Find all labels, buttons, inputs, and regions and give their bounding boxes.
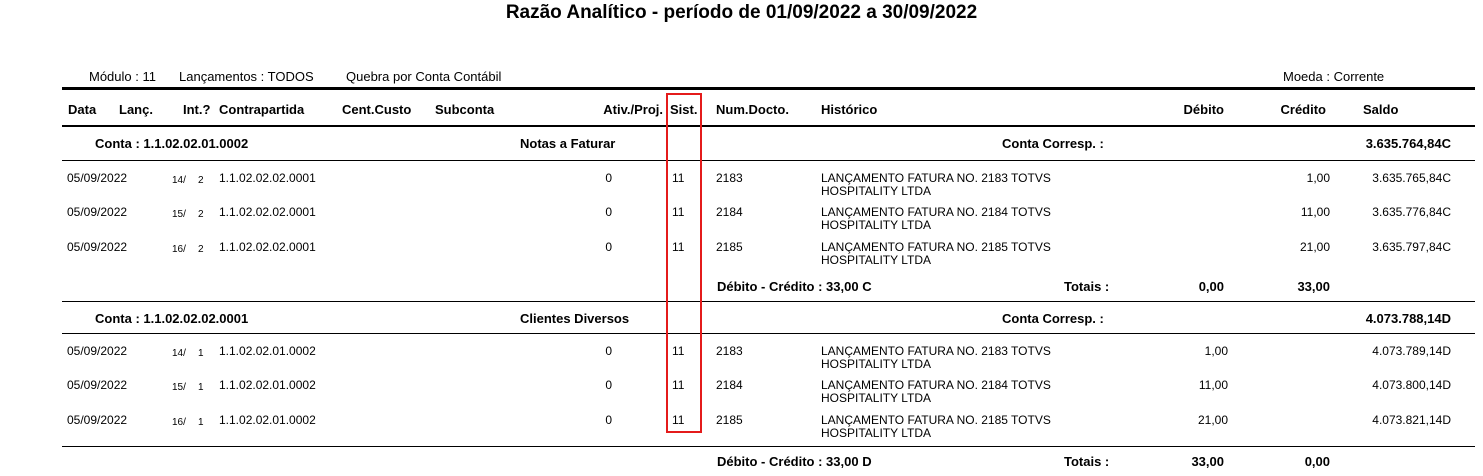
row-credito: 1,00	[1306, 171, 1330, 185]
quebra-label: Quebra por Conta Contábil	[346, 69, 502, 84]
header-bottom-rule	[62, 125, 1475, 127]
col-ativproj: Ativ./Proj.	[603, 102, 663, 117]
account-section-header	[0, 136, 1483, 158]
account-corresp-label: Conta Corresp. :	[1002, 311, 1104, 326]
row-saldo: 3.635.776,84C	[1372, 205, 1451, 219]
section-rule	[62, 301, 1475, 302]
row-contrapartida: 1.1.02.02.01.0002	[219, 413, 316, 427]
col-data: Data	[68, 102, 97, 117]
row-saldo: 4.073.821,14D	[1372, 413, 1451, 427]
row-hist-line2: HOSPITALITY LTDA	[821, 426, 932, 440]
row-ativ: 0	[605, 413, 612, 427]
header-top-rule	[62, 87, 1475, 90]
totals-diff: Débito - Crédito : 33,00 D	[717, 454, 872, 469]
row-sist: 11	[672, 171, 685, 185]
row-int: 2	[198, 244, 204, 255]
row-doc: 2183	[716, 171, 743, 185]
col-saldo: Saldo	[1363, 102, 1399, 117]
row-debito: 11,00	[1198, 378, 1228, 392]
sist-column-highlight	[666, 93, 702, 433]
col-sist: Sist.	[670, 102, 698, 117]
row-int: 2	[198, 209, 204, 220]
row-hist-line1: LANÇAMENTO FATURA NO. 2185 TOTVS	[821, 240, 1051, 254]
row-int: 1	[198, 417, 204, 428]
row-doc: 2183	[716, 344, 743, 358]
col-subconta: Subconta	[435, 102, 495, 117]
row-ativ: 0	[605, 171, 612, 185]
row-doc: 2184	[716, 205, 743, 219]
account-initial-balance: 3.635.764,84C	[1365, 136, 1451, 151]
row-int: 2	[198, 175, 204, 186]
col-credito: Crédito	[1280, 102, 1326, 117]
row-lanc: 15/	[172, 209, 186, 220]
row-hist-line2: HOSPITALITY LTDA	[821, 253, 932, 267]
totals-diff: Débito - Crédito : 33,00 C	[717, 279, 872, 294]
row-debito: 1,00	[1204, 344, 1228, 358]
row-lanc: 16/	[172, 417, 186, 428]
row-saldo: 4.073.789,14D	[1372, 344, 1451, 358]
totals-debito: 33,00	[1191, 454, 1224, 469]
row-date: 05/09/2022	[67, 240, 128, 254]
row-doc: 2185	[716, 240, 743, 254]
row-hist-line1: LANÇAMENTO FATURA NO. 2184 TOTVS	[821, 378, 1051, 392]
table-row	[0, 240, 1483, 274]
row-hist-line2: HOSPITALITY LTDA	[821, 357, 932, 371]
row-credito: 11,00	[1300, 205, 1330, 219]
row-contrapartida: 1.1.02.02.01.0002	[219, 378, 316, 392]
row-hist-line2: HOSPITALITY LTDA	[821, 184, 932, 198]
col-int: Int.?	[183, 102, 211, 117]
row-doc: 2184	[716, 378, 743, 392]
row-hist-line2: HOSPITALITY LTDA	[821, 391, 932, 405]
row-date: 05/09/2022	[67, 171, 128, 185]
section-totals	[0, 279, 1483, 301]
table-row	[0, 378, 1483, 412]
row-ativ: 0	[605, 378, 612, 392]
moeda-label: Moeda : Corrente	[1283, 69, 1385, 84]
row-sist: 11	[672, 413, 685, 427]
row-contrapartida: 1.1.02.02.02.0001	[219, 240, 316, 254]
row-contrapartida: 1.1.02.02.01.0002	[219, 344, 316, 358]
row-hist-line1: LANÇAMENTO FATURA NO. 2183 TOTVS	[821, 171, 1051, 185]
account-label: Conta : 1.1.02.02.02.0001	[95, 311, 249, 326]
row-doc: 2185	[716, 413, 743, 427]
row-sist: 11	[672, 344, 685, 358]
row-saldo: 4.073.800,14D	[1372, 378, 1451, 392]
account-description: Clientes Diversos	[520, 311, 630, 326]
lancamentos-label: Lançamentos : TODOS	[179, 69, 314, 84]
row-contrapartida: 1.1.02.02.02.0001	[219, 171, 316, 185]
totals-label: Totais :	[1064, 279, 1110, 294]
row-date: 05/09/2022	[67, 413, 128, 427]
report-title: Razão Analítico - período de 01/09/2022 a 30/09/2022	[505, 2, 978, 23]
row-lanc: 14/	[172, 175, 186, 186]
account-description: Notas a Faturar	[520, 136, 616, 151]
col-contrapartida: Contrapartida	[219, 102, 305, 117]
row-saldo: 3.635.797,84C	[1372, 240, 1451, 254]
account-section-header	[0, 311, 1483, 333]
section-rule	[62, 160, 1475, 161]
row-hist-line1: LANÇAMENTO FATURA NO. 2185 TOTVS	[821, 413, 1051, 427]
section-rule	[62, 333, 1475, 334]
col-historico: Histórico	[821, 102, 878, 117]
table-row	[0, 205, 1483, 239]
row-date: 05/09/2022	[67, 205, 128, 219]
row-ativ: 0	[605, 344, 612, 358]
col-lanc: Lanç.	[119, 102, 153, 117]
row-ativ: 0	[605, 240, 612, 254]
row-int: 1	[198, 382, 204, 393]
row-int: 1	[198, 348, 204, 359]
row-hist-line1: LANÇAMENTO FATURA NO. 2183 TOTVS	[821, 344, 1051, 358]
row-date: 05/09/2022	[67, 344, 128, 358]
row-credito: 21,00	[1299, 240, 1330, 254]
row-lanc: 14/	[172, 348, 186, 359]
row-lanc: 16/	[172, 244, 186, 255]
row-sist: 11	[672, 205, 685, 219]
row-lanc: 15/	[172, 382, 186, 393]
row-saldo: 3.635.765,84C	[1372, 171, 1451, 185]
totals-credito: 0,00	[1304, 454, 1330, 469]
account-corresp-label: Conta Corresp. :	[1002, 136, 1104, 151]
row-sist: 11	[672, 378, 685, 392]
account-initial-balance: 4.073.788,14D	[1365, 311, 1451, 326]
account-label: Conta : 1.1.02.02.01.0002	[95, 136, 249, 151]
row-debito: 21,00	[1197, 413, 1228, 427]
col-numdocto: Num.Docto.	[716, 102, 789, 117]
row-sist: 11	[672, 240, 685, 254]
col-debito: Débito	[1183, 102, 1224, 117]
totals-label: Totais :	[1064, 454, 1110, 469]
totals-credito: 33,00	[1297, 279, 1330, 294]
row-ativ: 0	[605, 205, 612, 219]
totals-debito: 0,00	[1198, 279, 1224, 294]
table-row	[0, 413, 1483, 447]
table-row	[0, 171, 1483, 205]
table-row	[0, 344, 1483, 378]
col-centcusto: Cent.Custo	[342, 102, 412, 117]
modulo-label: Módulo : 11	[89, 69, 156, 84]
row-hist-line2: HOSPITALITY LTDA	[821, 218, 932, 232]
row-hist-line1: LANÇAMENTO FATURA NO. 2184 TOTVS	[821, 205, 1051, 219]
row-contrapartida: 1.1.02.02.02.0001	[219, 205, 316, 219]
section-rule	[62, 446, 1475, 447]
row-date: 05/09/2022	[67, 378, 128, 392]
section-totals	[0, 454, 1483, 476]
